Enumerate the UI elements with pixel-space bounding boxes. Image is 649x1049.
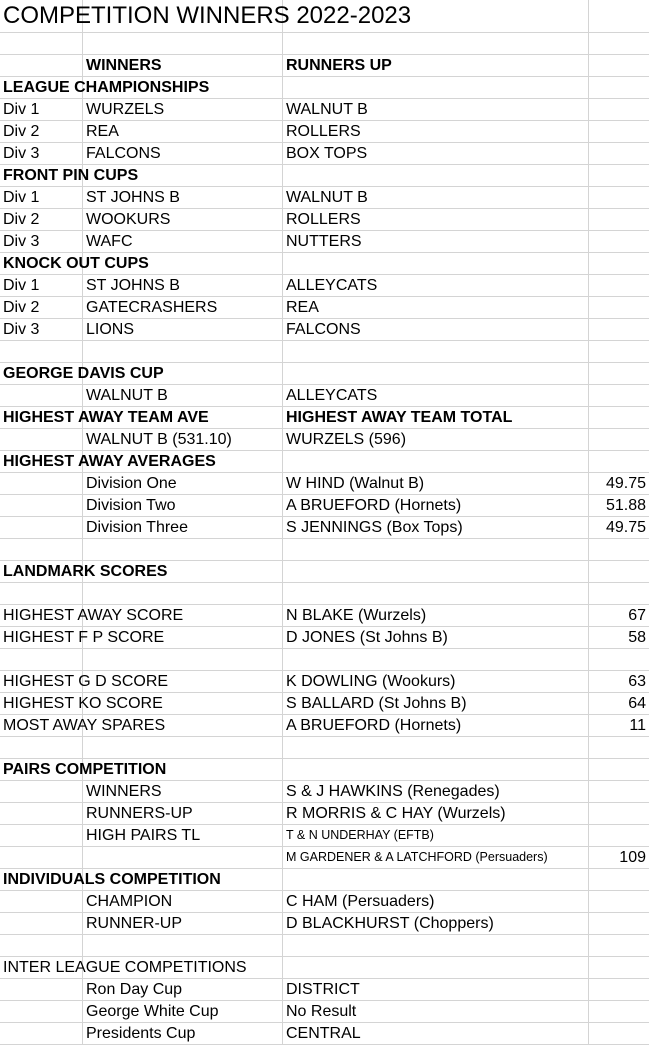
cell[interactable] bbox=[589, 979, 649, 1001]
cell[interactable] bbox=[589, 869, 649, 891]
section-heading[interactable]: PAIRS COMPETITION bbox=[0, 759, 83, 781]
cell[interactable]: Div 2 bbox=[0, 121, 83, 143]
cell[interactable]: HIGHEST F P SCORE bbox=[0, 627, 83, 649]
cell[interactable] bbox=[589, 33, 649, 55]
cell[interactable]: DISTRICT bbox=[283, 979, 589, 1001]
cell[interactable]: Div 3 bbox=[0, 231, 83, 253]
cell[interactable]: WALNUT B bbox=[283, 99, 589, 121]
cell[interactable] bbox=[283, 33, 589, 55]
cell[interactable] bbox=[589, 143, 649, 165]
cell[interactable] bbox=[0, 737, 83, 759]
cell[interactable] bbox=[0, 803, 83, 825]
table-row bbox=[0, 33, 649, 55]
cell[interactable]: Div 3 bbox=[0, 143, 83, 165]
table-row bbox=[0, 297, 649, 319]
cell[interactable] bbox=[589, 0, 649, 33]
table-row bbox=[0, 627, 649, 649]
cell[interactable]: ROLLERS bbox=[283, 121, 589, 143]
cell[interactable]: WOOKURS bbox=[83, 209, 283, 231]
section-heading[interactable]: KNOCK OUT CUPS bbox=[0, 253, 83, 275]
table-row bbox=[0, 891, 649, 913]
cell[interactable] bbox=[589, 363, 649, 385]
table-row bbox=[0, 77, 649, 99]
cell[interactable] bbox=[283, 451, 589, 473]
table-row bbox=[0, 1023, 649, 1045]
table-row bbox=[0, 759, 649, 781]
table-row bbox=[0, 737, 649, 759]
cell[interactable] bbox=[589, 77, 649, 99]
table-row bbox=[0, 979, 649, 1001]
cell[interactable] bbox=[283, 759, 589, 781]
cell[interactable]: 109 bbox=[589, 847, 649, 869]
cell[interactable]: WALNUT B (531.10) bbox=[83, 429, 283, 451]
cell[interactable] bbox=[0, 583, 83, 605]
cell[interactable]: S BALLARD (St Johns B) bbox=[283, 693, 589, 715]
table-row bbox=[0, 231, 649, 253]
cell[interactable]: 49.75 bbox=[589, 517, 649, 539]
cell[interactable]: 67 bbox=[589, 605, 649, 627]
cell[interactable] bbox=[589, 737, 649, 759]
table-row bbox=[0, 429, 649, 451]
table-row bbox=[0, 715, 649, 737]
cell[interactable] bbox=[589, 781, 649, 803]
cell[interactable]: 58 bbox=[589, 627, 649, 649]
cell[interactable] bbox=[0, 1023, 83, 1045]
table-row bbox=[0, 451, 649, 473]
cell[interactable] bbox=[283, 539, 589, 561]
cell[interactable] bbox=[283, 957, 589, 979]
cell[interactable]: WALNUT B bbox=[283, 187, 589, 209]
cell[interactable] bbox=[589, 539, 649, 561]
cell[interactable] bbox=[0, 429, 83, 451]
table-row bbox=[0, 913, 649, 935]
table-row bbox=[0, 385, 649, 407]
cell[interactable]: BOX TOPS bbox=[283, 143, 589, 165]
cell[interactable] bbox=[0, 847, 83, 869]
cell[interactable]: D BLACKHURST (Choppers) bbox=[283, 913, 589, 935]
cell[interactable] bbox=[0, 825, 83, 847]
cell[interactable] bbox=[589, 649, 649, 671]
cell[interactable]: Division One bbox=[83, 473, 283, 495]
cell[interactable]: R MORRIS & C HAY (Wurzels) bbox=[283, 803, 589, 825]
cell[interactable]: ALLEYCATS bbox=[283, 275, 589, 297]
cell[interactable]: Ron Day Cup bbox=[83, 979, 283, 1001]
cell[interactable]: WINNERS bbox=[83, 781, 283, 803]
cell[interactable] bbox=[283, 165, 589, 187]
cell[interactable] bbox=[0, 539, 83, 561]
table-row bbox=[0, 649, 649, 671]
cell[interactable]: Div 2 bbox=[0, 297, 83, 319]
cell[interactable] bbox=[0, 649, 83, 671]
cell[interactable]: C HAM (Persuaders) bbox=[283, 891, 589, 913]
cell[interactable] bbox=[589, 891, 649, 913]
table-row bbox=[0, 957, 649, 979]
cell[interactable] bbox=[83, 583, 283, 605]
cell[interactable] bbox=[283, 583, 589, 605]
cell[interactable]: S & J HAWKINS (Renegades) bbox=[283, 781, 589, 803]
cell[interactable] bbox=[0, 979, 83, 1001]
cell[interactable]: MOST AWAY SPARES bbox=[0, 715, 83, 737]
cell[interactable] bbox=[0, 341, 83, 363]
cell[interactable]: RUNNERS-UP bbox=[83, 803, 283, 825]
cell[interactable] bbox=[589, 1001, 649, 1023]
cell[interactable] bbox=[0, 1001, 83, 1023]
cell[interactable]: LIONS bbox=[83, 319, 283, 341]
cell[interactable] bbox=[589, 319, 649, 341]
cell[interactable]: N BLAKE (Wurzels) bbox=[283, 605, 589, 627]
cell[interactable]: Presidents Cup bbox=[83, 1023, 283, 1045]
table-row bbox=[0, 165, 649, 187]
cell[interactable] bbox=[0, 891, 83, 913]
cell[interactable]: HIGHEST AWAY SCORE bbox=[0, 605, 83, 627]
cell[interactable]: HIGHEST G D SCORE bbox=[0, 671, 83, 693]
section-heading[interactable]: INDIVIDUALS COMPETITION bbox=[0, 869, 83, 891]
cell[interactable] bbox=[589, 935, 649, 957]
cell[interactable]: George White Cup bbox=[83, 1001, 283, 1023]
cell[interactable] bbox=[83, 33, 283, 55]
cell[interactable] bbox=[589, 165, 649, 187]
cell[interactable]: NUTTERS bbox=[283, 231, 589, 253]
table-row bbox=[0, 0, 649, 33]
cell[interactable]: 63 bbox=[589, 671, 649, 693]
cell[interactable]: Division Three bbox=[83, 517, 283, 539]
cell[interactable] bbox=[589, 429, 649, 451]
table-row bbox=[0, 605, 649, 627]
cell[interactable]: GATECRASHERS bbox=[83, 297, 283, 319]
cell[interactable] bbox=[0, 913, 83, 935]
cell[interactable] bbox=[589, 1023, 649, 1045]
cell[interactable] bbox=[589, 275, 649, 297]
table-row bbox=[0, 935, 649, 957]
cell[interactable] bbox=[589, 341, 649, 363]
table-row bbox=[0, 847, 649, 869]
cell[interactable]: Div 2 bbox=[0, 209, 83, 231]
cell[interactable] bbox=[589, 187, 649, 209]
section-heading[interactable]: HIGHEST AWAY TEAM TOTAL bbox=[283, 407, 589, 429]
cell[interactable]: No Result bbox=[283, 1001, 589, 1023]
cell[interactable]: ST JOHNS B bbox=[83, 187, 283, 209]
cell[interactable] bbox=[589, 209, 649, 231]
runners-up-header[interactable]: RUNNERS UP bbox=[283, 55, 589, 77]
cell[interactable] bbox=[0, 781, 83, 803]
cell[interactable]: REA bbox=[83, 121, 283, 143]
page-title[interactable]: COMPETITION WINNERS 2022-2023 bbox=[0, 0, 83, 33]
cell[interactable] bbox=[0, 55, 83, 77]
cell[interactable] bbox=[589, 55, 649, 77]
cell[interactable]: 64 bbox=[589, 693, 649, 715]
table-row bbox=[0, 517, 649, 539]
table-row bbox=[0, 803, 649, 825]
cell[interactable]: Div 1 bbox=[0, 275, 83, 297]
cell[interactable] bbox=[589, 297, 649, 319]
section-heading[interactable]: GEORGE DAVIS CUP bbox=[0, 363, 83, 385]
cell[interactable]: T & N UNDERHAY (EFTB) bbox=[283, 825, 589, 847]
table-row bbox=[0, 473, 649, 495]
cell[interactable] bbox=[589, 825, 649, 847]
cell[interactable]: WAFC bbox=[83, 231, 283, 253]
cell[interactable]: HIGHEST KO SCORE bbox=[0, 693, 83, 715]
cell[interactable] bbox=[283, 77, 589, 99]
table-row bbox=[0, 671, 649, 693]
cell[interactable]: D JONES (St Johns B) bbox=[283, 627, 589, 649]
cell[interactable]: ALLEYCATS bbox=[283, 385, 589, 407]
cell[interactable] bbox=[283, 363, 589, 385]
table-row bbox=[0, 583, 649, 605]
cell[interactable]: CHAMPION bbox=[83, 891, 283, 913]
cell[interactable]: 49.75 bbox=[589, 473, 649, 495]
table-row bbox=[0, 55, 649, 77]
cell[interactable] bbox=[589, 913, 649, 935]
table-row bbox=[0, 561, 649, 583]
winners-header[interactable]: WINNERS bbox=[83, 55, 283, 77]
cell[interactable] bbox=[83, 737, 283, 759]
cell[interactable]: S JENNINGS (Box Tops) bbox=[283, 517, 589, 539]
cell[interactable]: REA bbox=[283, 297, 589, 319]
cell[interactable]: 51.88 bbox=[589, 495, 649, 517]
section-heading[interactable]: HIGHEST AWAY AVERAGES bbox=[0, 451, 83, 473]
table-row bbox=[0, 825, 649, 847]
cell[interactable]: Division Two bbox=[83, 495, 283, 517]
cell[interactable] bbox=[283, 341, 589, 363]
table-row bbox=[0, 693, 649, 715]
table-row bbox=[0, 209, 649, 231]
cell[interactable] bbox=[589, 231, 649, 253]
table-row bbox=[0, 407, 649, 429]
cell[interactable] bbox=[283, 737, 589, 759]
cell[interactable] bbox=[283, 649, 589, 671]
cell[interactable]: Div 1 bbox=[0, 187, 83, 209]
cell[interactable]: WURZELS bbox=[83, 99, 283, 121]
cell[interactable] bbox=[589, 561, 649, 583]
cell[interactable] bbox=[0, 517, 83, 539]
cell[interactable]: M GARDENER & A LATCHFORD (Persuaders) bbox=[283, 847, 589, 869]
cell[interactable] bbox=[589, 583, 649, 605]
cell[interactable] bbox=[0, 495, 83, 517]
cell[interactable] bbox=[589, 407, 649, 429]
cell[interactable]: HIGH PAIRS TL bbox=[83, 825, 283, 847]
cell[interactable]: ROLLERS bbox=[283, 209, 589, 231]
cell[interactable] bbox=[589, 253, 649, 275]
table-row bbox=[0, 781, 649, 803]
cell[interactable] bbox=[83, 341, 283, 363]
cell[interactable]: FALCONS bbox=[283, 319, 589, 341]
cell[interactable]: A BRUEFORD (Hornets) bbox=[283, 715, 589, 737]
section-heading[interactable]: HIGHEST AWAY TEAM AVE bbox=[0, 407, 83, 429]
cell[interactable]: RUNNER-UP bbox=[83, 913, 283, 935]
cell[interactable] bbox=[83, 649, 283, 671]
cell[interactable] bbox=[283, 935, 589, 957]
section-heading[interactable]: LEAGUE CHAMPIONSHIPS bbox=[0, 77, 83, 99]
cell[interactable] bbox=[283, 869, 589, 891]
table-row bbox=[0, 363, 649, 385]
cell[interactable] bbox=[83, 847, 283, 869]
table-row bbox=[0, 187, 649, 209]
section-heading[interactable]: INTER LEAGUE COMPETITIONS bbox=[0, 957, 83, 979]
table-row bbox=[0, 253, 649, 275]
cell[interactable] bbox=[0, 935, 83, 957]
cell[interactable] bbox=[83, 539, 283, 561]
cell[interactable] bbox=[0, 33, 83, 55]
cell[interactable] bbox=[589, 803, 649, 825]
cell[interactable] bbox=[0, 473, 83, 495]
cell[interactable]: WALNUT B bbox=[83, 385, 283, 407]
cell[interactable]: Div 1 bbox=[0, 99, 83, 121]
cell[interactable] bbox=[589, 385, 649, 407]
table-row bbox=[0, 1001, 649, 1023]
cell[interactable]: ST JOHNS B bbox=[83, 275, 283, 297]
table-row bbox=[0, 539, 649, 561]
cell[interactable] bbox=[283, 561, 589, 583]
cell[interactable]: 11 bbox=[589, 715, 649, 737]
cell[interactable] bbox=[589, 957, 649, 979]
cell[interactable]: CENTRAL bbox=[283, 1023, 589, 1045]
table-row bbox=[0, 869, 649, 891]
cell[interactable]: FALCONS bbox=[83, 143, 283, 165]
cell[interactable]: Div 3 bbox=[0, 319, 83, 341]
section-heading[interactable]: LANDMARK SCORES bbox=[0, 561, 83, 583]
cell[interactable]: K DOWLING (Wookurs) bbox=[283, 671, 589, 693]
cell[interactable]: A BRUEFORD (Hornets) bbox=[283, 495, 589, 517]
table-row bbox=[0, 143, 649, 165]
table-row bbox=[0, 495, 649, 517]
cell[interactable]: WURZELS (596) bbox=[283, 429, 589, 451]
cell[interactable] bbox=[589, 99, 649, 121]
cell[interactable] bbox=[589, 121, 649, 143]
cell[interactable] bbox=[589, 451, 649, 473]
table-row bbox=[0, 99, 649, 121]
cell[interactable] bbox=[283, 253, 589, 275]
table-row bbox=[0, 341, 649, 363]
table-row bbox=[0, 319, 649, 341]
table-row bbox=[0, 121, 649, 143]
section-heading[interactable]: FRONT PIN CUPS bbox=[0, 165, 83, 187]
cell[interactable] bbox=[0, 385, 83, 407]
cell[interactable] bbox=[589, 759, 649, 781]
table-row bbox=[0, 275, 649, 297]
cell[interactable] bbox=[83, 935, 283, 957]
cell[interactable]: W HIND (Walnut B) bbox=[283, 473, 589, 495]
